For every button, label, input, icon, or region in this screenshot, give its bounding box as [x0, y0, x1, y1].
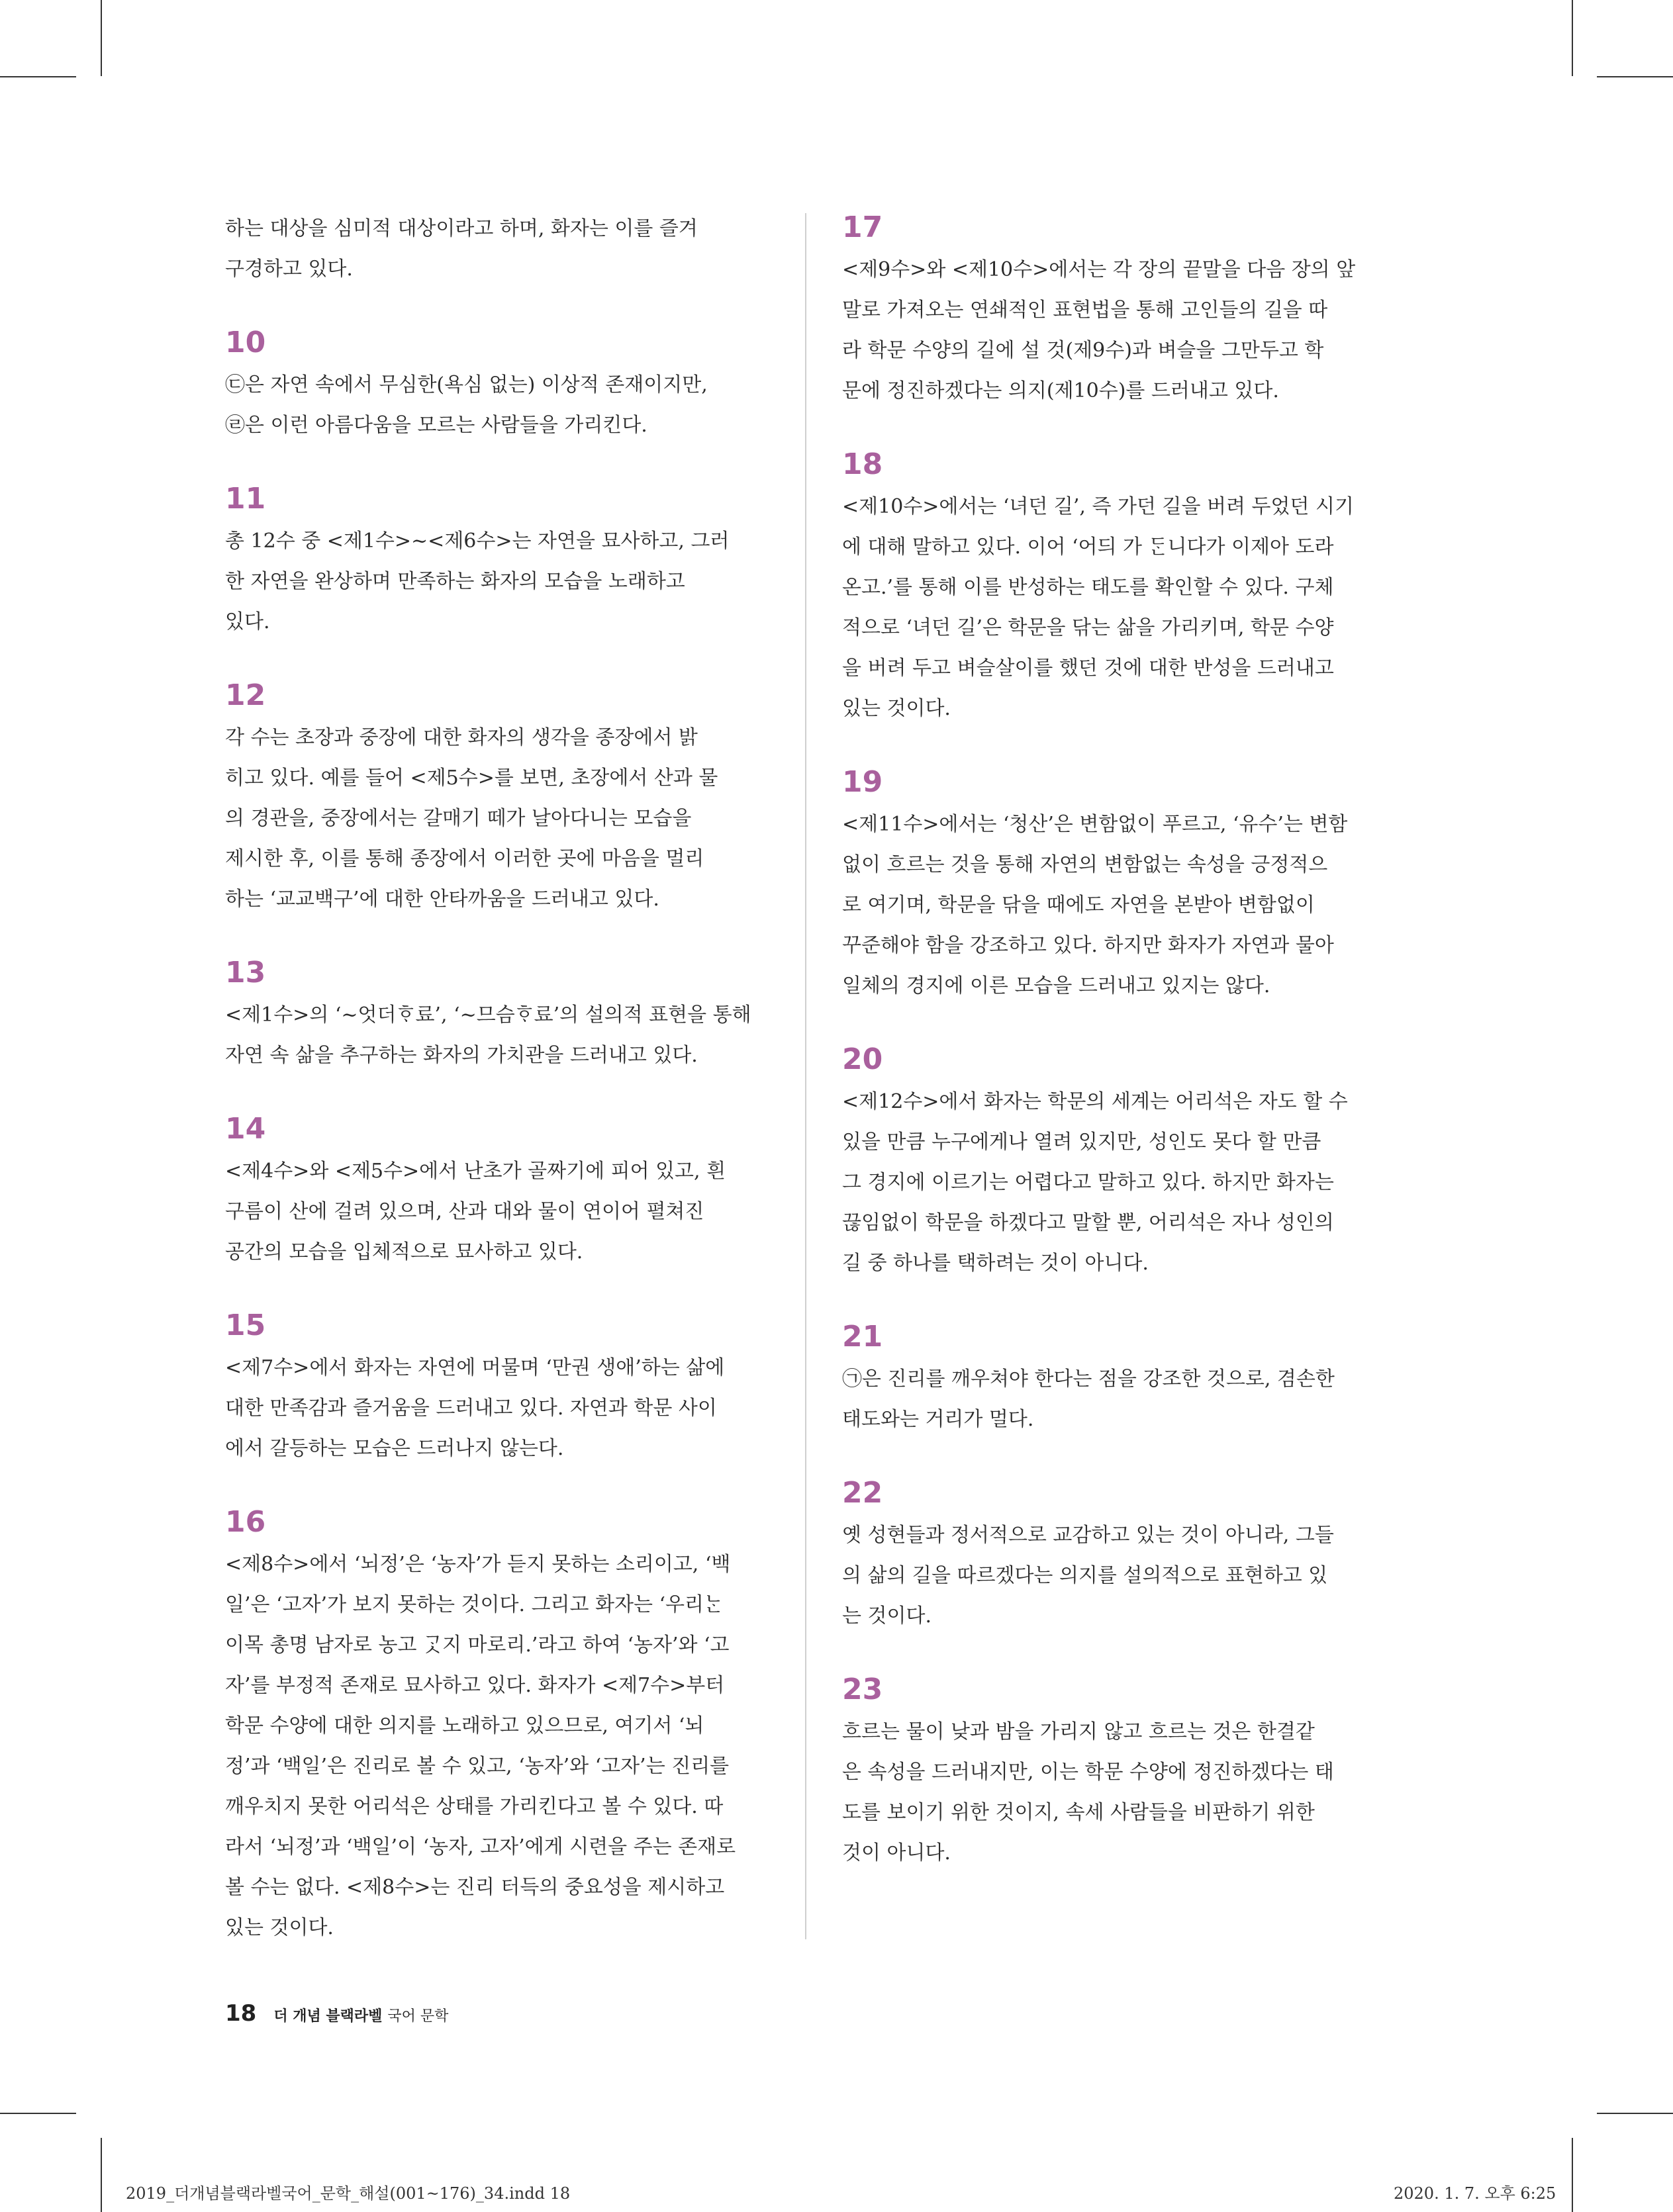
- page-number: 18: [225, 2000, 257, 2027]
- answer-list-right: [842, 208, 1388, 1873]
- answer-number: 17: [842, 210, 883, 244]
- answer-item: [225, 1503, 768, 1948]
- crop-mark: [1597, 76, 1673, 77]
- crop-mark: [1572, 2138, 1573, 2212]
- answer-item: [225, 676, 768, 919]
- crop-mark: [1572, 0, 1573, 76]
- answer-text: <제11수>에서는 ‘청산’은 변함없이 푸르고, ‘유수’는 변함 없이 흐르는 것을 통해 자연의 변함없는 속성을 긍정적으 로 여기며, 학문을 닦을 때에도 자연을 본받아 변함없이 꾸준해야 함을 강조하고 있다. 하지만 화자가 자연과 물아 일체의 경지에 이른 모습을 드러내고 있지는 않다.: [842, 813, 1348, 997]
- answer-item: [225, 480, 768, 642]
- crop-mark: [0, 2113, 76, 2114]
- book-subject: 국어 문학: [387, 2008, 449, 2025]
- answer-number: 12: [225, 678, 266, 712]
- answer-number: 16: [225, 1505, 266, 1539]
- answer-item: [842, 445, 1388, 729]
- answer-text: <제9수>와 <제10수>에서는 각 장의 끝말을 다음 장의 앞 말로 가져오는 연쇄적인 표현법을 통해 고인들의 길을 따 라 학문 수양의 길에 설 것(제9수)과 벼슬을 그만두고 학 문에 정진하겠다는 의지(제10수)를 드러내고 있다.: [842, 258, 1356, 402]
- answer-number: 10: [225, 326, 266, 359]
- continued-text: 하는 대상을 심미적 대상이라고 하며, 화자는 이를 즐겨 구경하고 있다.: [225, 217, 698, 281]
- answer-text: <제7수>에서 화자는 자연에 머물며 ‘만권 생애’하는 삶에 대한 만족감과 즐거움을 드러내고 있다. 자연과 학문 사이 에서 갈등하는 모습은 드러나지 않는다.: [225, 1356, 725, 1460]
- answer-text: 총 12수 중 <제1수>~<제6수>는 자연을 묘사하고, 그러 한 자연을 완상하며 만족하는 화자의 모습을 노래하고 있다.: [225, 530, 730, 633]
- answer-text: <제10수>에서는 ‘녀던 길’, 즉 가던 길을 버려 두었던 시기 에 대해 말하고 있다. 이어 ‘어듸 가 ᄃᆞᆫ니다가 이제아 도라 온고.’를 통해 이를 반성하는 태도를 확인할 수 있다. 구체 적으로 ‘녀던 길’은 학문을 닦는 삶을 가리키며, 학문 수양 을 버려 두고 벼슬살이를 했던 것에 대한 반성을 드러내고 있는 것이다.: [842, 495, 1354, 720]
- answer-text: 각 수는 초장과 중장에 대한 화자의 생각을 종장에서 밝 히고 있다. 예를 들어 <제5수>를 보면, 초장에서 산과 물 의 경관을, 중장에서는 갈매기 떼가 날아다니는 모습을 제시한 후, 이를 통해 종장에서 이러한 곳에 마음을 멀리 하는 ‘교교백구’에 대한 안타까움을 드러내고 있다.: [225, 726, 718, 911]
- page-footer: [225, 2000, 448, 2027]
- answer-text: <제8수>에서 ‘뇌정’은 ‘농자’가 듣지 못하는 소리이고, ‘백 일’은 ‘고자’가 보지 못하는 것이다. 그리고 화자는 ‘우리ᄂᆞᆫ 이목 총명 남자로 농고 ᄀᆞᆺ지 마로리.’라고 하여 ‘농자’와 ‘고 자’를 부정적 존재로 묘사하고 있다. 화자가 <제7수>부터 학문 수양에 대한 의지를 노래하고 있으므로, 여기서 ‘뇌 정’과 ‘백일’은 진리로 볼 수 있고, ‘농자’와 ‘고자’는 진리를 깨우치지 못한 어리석은 상태를 가리킨다고 볼 수 있다. 따 라서 ‘뇌정’과 ‘백일’이 ‘농자, 고자’에게 시련을 주는 존재로 볼 수는 없다. <제8수>는 진리 터득의 중요성을 제시하고 있는 것이다.: [225, 1553, 736, 1939]
- answer-text: <제4수>와 <제5수>에서 난초가 골짜기에 피어 있고, 흰 구름이 산에 걸려 있으며, 산과 대와 물이 연이어 펼쳐진 공간의 모습을 입체적으로 묘사하고 있다.: [225, 1160, 726, 1264]
- column-divider: [805, 213, 806, 1939]
- answer-number: 23: [842, 1673, 883, 1706]
- answer-item: [842, 1474, 1388, 1636]
- answer-item: [225, 1110, 768, 1272]
- print-slug-timestamp: 2020. 1. 7. 오후 6:25: [1394, 2184, 1556, 2203]
- left-column: [225, 208, 768, 1982]
- answer-text: 흐르는 물이 낮과 밤을 가리지 않고 흐르는 것은 한결같 은 속성을 드러내지만, 이는 학문 수양에 정진하겠다는 태 도를 보이기 위한 것이지, 속세 사람들을 비판하기 위한 것이 아니다.: [842, 1720, 1334, 1865]
- answer-number: 11: [225, 482, 266, 516]
- crop-mark: [101, 2138, 102, 2212]
- crop-mark: [0, 76, 76, 77]
- crop-mark: [1597, 2113, 1673, 2114]
- print-slug-file: 2019_더개념블랙라벨국어_문학_해설(001~176)_34.indd 18: [126, 2184, 571, 2203]
- answer-text: 옛 성현들과 정서적으로 교감하고 있는 것이 아니라, 그들 의 삶의 길을 따르겠다는 의지를 설의적으로 표현하고 있 는 것이다.: [842, 1524, 1334, 1628]
- answer-item: [225, 1307, 768, 1469]
- answer-number: 19: [842, 765, 883, 799]
- answer-number: 13: [225, 956, 266, 990]
- answer-item: [225, 954, 768, 1076]
- answer-number: 22: [842, 1476, 883, 1510]
- answer-text: ㉠은 진리를 깨우쳐야 한다는 점을 강조한 것으로, 겸손한 태도와는 거리가 멀다.: [842, 1367, 1335, 1431]
- crop-mark: [101, 0, 102, 76]
- answer-text: <제1수>의 ‘~엇더ᄒᆞ료’, ‘~므슴ᄒᆞ료’의 설의적 표현을 통해 자연 속 삶을 추구하는 화자의 가치관을 드러내고 있다.: [225, 1003, 751, 1067]
- answer-number: 15: [225, 1309, 266, 1342]
- answer-text: <제12수>에서 화자는 학문의 세계는 어리석은 자도 할 수 있을 만큼 누구에게나 열려 있지만, 성인도 못다 할 만큼 그 경지에 이르기는 어렵다고 말하고 있다. 하지만 화자는 끊임없이 학문을 하겠다고 말할 뿐, 어리석은 자나 성인의 길 중 하나를 택하려는 것이 아니다.: [842, 1090, 1348, 1275]
- answer-number: 14: [225, 1112, 266, 1146]
- right-column: [842, 208, 1388, 1908]
- answer-item: [842, 1040, 1388, 1283]
- answer-number: 18: [842, 447, 883, 481]
- answer-item: [842, 1671, 1388, 1873]
- answer-item: [842, 208, 1388, 411]
- answer-item: [842, 1318, 1388, 1440]
- answer-number: 20: [842, 1042, 883, 1076]
- answer-list-left: [225, 324, 768, 1948]
- answer-number: 21: [842, 1320, 883, 1354]
- answer-item: [225, 324, 768, 445]
- book-title: 더 개념 블랙라벨: [273, 2008, 383, 2025]
- answer-text: ㉢은 자연 속에서 무심한(욕심 없는) 이상적 존재이지만, ㉣은 이런 아름다움을 모르는 사람들을 가리킨다.: [225, 373, 708, 437]
- answer-item: [842, 763, 1388, 1006]
